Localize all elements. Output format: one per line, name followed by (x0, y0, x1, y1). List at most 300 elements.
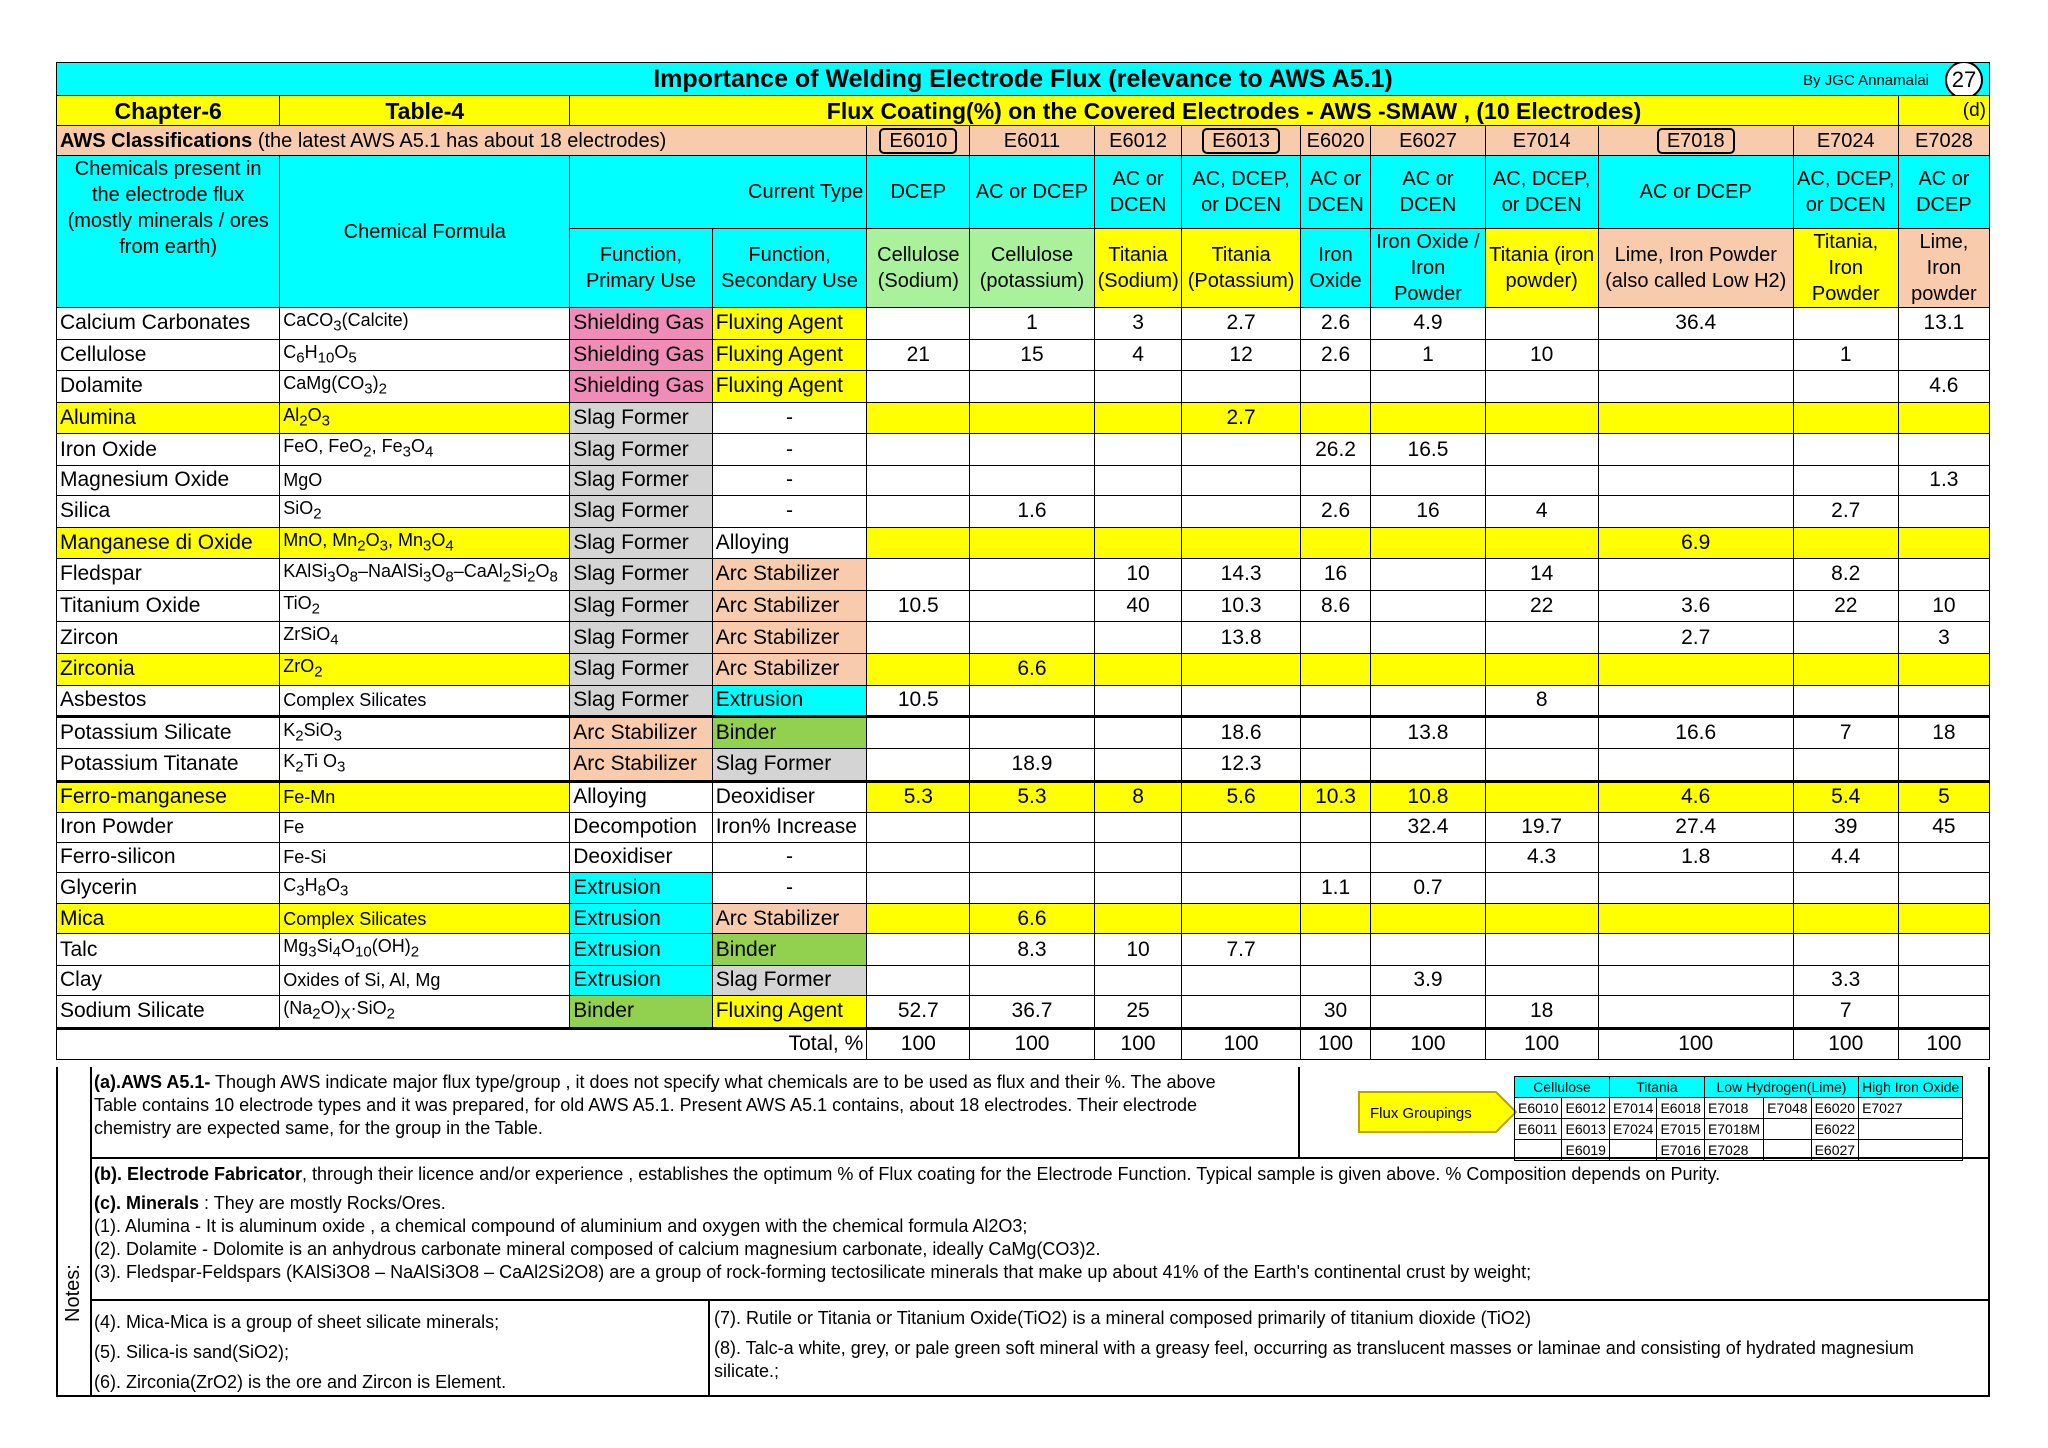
note-2: (2). Dolamite - Dolomite is an anhydrous carbonate mineral composed of calcium magnesium carbonate, ideally CaMg(CO3)2. (94, 1239, 1101, 1259)
value-cell (1371, 622, 1485, 654)
chemical-formula: ZrSiO$_4$ (280, 622, 570, 654)
value-cell (1898, 934, 1989, 966)
value-cell: 8.6 (1300, 590, 1371, 622)
value-cell (970, 371, 1094, 403)
value-cell (867, 434, 970, 466)
group-electrode: E7016 (1657, 1140, 1704, 1161)
value-cell (1485, 371, 1598, 403)
value-cell (1182, 465, 1300, 495)
value-cell (1094, 495, 1182, 527)
function-primary: Deoxidiser (570, 842, 712, 872)
value-cell: 0.7 (1371, 872, 1485, 904)
value-cell: 14 (1485, 559, 1598, 591)
electrode-code: E6011 (1003, 129, 1061, 152)
function-secondary: Slag Former (712, 965, 867, 995)
value-cell (1898, 527, 1989, 559)
chemical-formula: Complex Silicates (280, 685, 570, 716)
chapter-label: Chapter-6 (57, 96, 280, 126)
value-cell (970, 716, 1094, 749)
table-row (57, 716, 1990, 749)
chemical-name: Potassium Titanate (57, 749, 280, 782)
value-cell: 7 (1793, 995, 1898, 1028)
function-secondary: - (712, 872, 867, 904)
electrode-code-e7014 (1485, 126, 1598, 156)
flux-type-e7028: Lime, Iron powder (1898, 229, 1989, 308)
value-cell: 1.1 (1300, 872, 1371, 904)
value-cell (1793, 653, 1898, 685)
table-row (57, 842, 1990, 872)
value-cell (867, 904, 970, 934)
value-cell (1094, 716, 1182, 749)
value-cell (1485, 434, 1598, 466)
value-cell: 10.8 (1371, 781, 1485, 812)
group-electrode: E7014 (1609, 1098, 1656, 1119)
total-value: 100 (867, 1028, 970, 1059)
chemical-name: Sodium Silicate (57, 995, 280, 1028)
value-cell: 6.6 (970, 653, 1094, 685)
value-cell (1300, 812, 1371, 842)
value-cell (1371, 749, 1485, 782)
chemical-name: Dolamite (57, 371, 280, 403)
group-header: Low Hydrogen(Lime) (1704, 1077, 1858, 1098)
value-cell (1598, 339, 1793, 371)
value-cell (1371, 995, 1485, 1028)
value-cell: 4 (1094, 339, 1182, 371)
value-cell (1094, 402, 1182, 434)
value-cell: 25 (1094, 995, 1182, 1028)
value-cell (1182, 965, 1300, 995)
value-cell: 10 (1094, 934, 1182, 966)
value-cell (1300, 685, 1371, 716)
value-cell (1371, 904, 1485, 934)
value-cell: 1.8 (1598, 842, 1793, 872)
value-cell (1300, 653, 1371, 685)
chemical-name: Calcium Carbonates (57, 308, 280, 340)
value-cell (1898, 559, 1989, 591)
value-cell (1182, 653, 1300, 685)
value-cell (970, 465, 1094, 495)
value-cell: 6.9 (1598, 527, 1793, 559)
flux-type-e7018: Lime, Iron Powder (also called Low H2) (1598, 229, 1793, 308)
value-cell: 10.3 (1182, 590, 1300, 622)
value-cell (1371, 527, 1485, 559)
value-cell (1793, 434, 1898, 466)
chemical-formula: $Al_2O_3$ (280, 402, 570, 434)
value-cell: 8.2 (1793, 559, 1898, 591)
value-cell (1094, 465, 1182, 495)
group-electrode (1859, 1119, 1963, 1140)
value-cell (1371, 371, 1485, 403)
total-value: 100 (1094, 1028, 1182, 1059)
function-primary: Extrusion (570, 934, 712, 966)
value-cell: 12 (1182, 339, 1300, 371)
value-cell (970, 434, 1094, 466)
function-primary: Slag Former (570, 622, 712, 654)
value-cell (1598, 685, 1793, 716)
value-cell (1371, 465, 1485, 495)
table-row (57, 371, 1990, 403)
chemical-formula: $CaMg(CO_3)_2$ (280, 371, 570, 403)
value-cell: 3.3 (1793, 965, 1898, 995)
table-row (57, 781, 1990, 812)
total-row (57, 1028, 1990, 1059)
note-a (94, 1071, 1334, 1140)
group-electrode: E6027 (1811, 1140, 1858, 1161)
chemical-name: Mica (57, 904, 280, 934)
chemical-name: Alumina (57, 402, 280, 434)
table-row (57, 995, 1990, 1028)
electrode-code-e6010 (867, 126, 970, 156)
page-number-badge: 27 (1945, 63, 1983, 96)
value-cell (1485, 934, 1598, 966)
electrode-code: E6013 (1202, 128, 1280, 154)
value-cell (1793, 622, 1898, 654)
function-primary: Slag Former (570, 685, 712, 716)
value-cell: 13.8 (1182, 622, 1300, 654)
group-electrode: E6018 (1657, 1098, 1704, 1119)
page-title: Importance of Welding Electrode Flux (relevance to AWS A5.1) (653, 65, 1393, 93)
value-cell (1598, 995, 1793, 1028)
chemical-formula: Fe-Mn (280, 781, 570, 812)
value-cell (970, 622, 1094, 654)
function-secondary-header: Function, Secondary Use (712, 229, 867, 308)
value-cell (1485, 465, 1598, 495)
function-secondary: Fluxing Agent (712, 371, 867, 403)
value-cell (1898, 653, 1989, 685)
group-electrode: E7048 (1764, 1098, 1811, 1119)
value-cell: 10.5 (867, 685, 970, 716)
value-cell: 5.3 (867, 781, 970, 812)
group-electrode: E6019 (1562, 1140, 1609, 1161)
value-cell: 13.1 (1898, 308, 1989, 340)
value-cell: 8.3 (970, 934, 1094, 966)
function-primary: Shielding Gas (570, 339, 712, 371)
value-cell (1094, 904, 1182, 934)
chemical-formula: Complex Silicates (280, 904, 570, 934)
function-primary: Slag Former (570, 653, 712, 685)
value-cell (1300, 934, 1371, 966)
divider (1298, 1067, 1300, 1157)
divider (92, 1299, 1990, 1301)
total-value: 100 (1598, 1028, 1793, 1059)
electrode-code-e6011 (970, 126, 1094, 156)
electrode-code: E6012 (1109, 129, 1167, 152)
function-primary: Extrusion (570, 904, 712, 934)
function-primary: Slag Former (570, 402, 712, 434)
value-cell (1598, 495, 1793, 527)
chemical-formula: ZrO$_2$ (280, 653, 570, 685)
value-cell: 26.2 (1300, 434, 1371, 466)
value-cell: 10 (1094, 559, 1182, 591)
notes-section (56, 1067, 1990, 1397)
chemical-formula: CaCO$_3$(Calcite) (280, 308, 570, 340)
value-cell (1793, 402, 1898, 434)
table-row (57, 559, 1990, 591)
current-type-e6011: AC or DCEP (970, 156, 1094, 229)
table-row (57, 622, 1990, 654)
value-cell (1300, 716, 1371, 749)
value-cell (1182, 495, 1300, 527)
chemical-name: Talc (57, 934, 280, 966)
value-cell (867, 402, 970, 434)
function-primary: Slag Former (570, 559, 712, 591)
aws-label-rest: (the latest AWS A5.1 has about 18 electrodes) (252, 129, 667, 152)
value-cell (867, 934, 970, 966)
value-cell: 52.7 (867, 995, 970, 1028)
value-cell: 32.4 (1371, 812, 1485, 842)
value-cell (867, 749, 970, 782)
flux-type-e6011: Cellulose (potassium) (970, 229, 1094, 308)
value-cell (970, 965, 1094, 995)
function-secondary: Arc Stabilizer (712, 904, 867, 934)
value-cell (1094, 685, 1182, 716)
value-cell (1371, 685, 1485, 716)
table-subtitle: Flux Coating(%) on the Covered Electrodes - AWS -SMAW , (10 Electrodes) (570, 96, 1899, 126)
function-primary: Extrusion (570, 872, 712, 904)
value-cell (1793, 934, 1898, 966)
electrode-code-e6020 (1300, 126, 1371, 156)
value-cell: 2.7 (1182, 402, 1300, 434)
value-cell (1485, 749, 1598, 782)
value-cell (1094, 527, 1182, 559)
flux-groupings-label: Flux Groupings (1370, 1105, 1472, 1122)
value-cell (970, 590, 1094, 622)
value-cell (1300, 842, 1371, 872)
table-row (57, 590, 1990, 622)
value-cell (970, 685, 1094, 716)
value-cell: 15 (970, 339, 1094, 371)
value-cell (970, 872, 1094, 904)
note-c-text: : They are mostly Rocks/Ores. (199, 1193, 446, 1213)
value-cell (1371, 590, 1485, 622)
note-c-bold: (c). Minerals (94, 1193, 200, 1213)
value-cell: 4.3 (1485, 842, 1598, 872)
chemical-name: Ferro-manganese (57, 781, 280, 812)
chemical-formula: Fe (280, 812, 570, 842)
group-header: High Iron Oxide (1859, 1077, 1963, 1098)
table-row (57, 434, 1990, 466)
chemical-formula: $K_2Ti$ $O_3$ (280, 749, 570, 782)
aws-classification-row (57, 126, 1990, 156)
page-title-cell (57, 63, 1990, 96)
note-c (94, 1192, 1984, 1284)
note-a-line2: Table contains 10 electrode types and it was prepared, for old AWS A5.1. Present AWS A5.1 contains, about 18 electrodes. Their electrode (94, 1095, 1197, 1115)
chemical-name: Silica (57, 495, 280, 527)
value-cell (1598, 934, 1793, 966)
function-secondary: - (712, 434, 867, 466)
value-cell: 45 (1898, 812, 1989, 842)
group-electrode (1764, 1119, 1811, 1140)
value-cell: 2.6 (1300, 308, 1371, 340)
chemical-formula: Fe-Si (280, 842, 570, 872)
formula-header: Chemical Formula (280, 156, 570, 308)
function-secondary: Fluxing Agent (712, 308, 867, 340)
total-value: 100 (1898, 1028, 1989, 1059)
value-cell (1182, 842, 1300, 872)
note-b (94, 1163, 1984, 1186)
chemical-formula: $C_3H_8O_3$ (280, 872, 570, 904)
value-cell: 21 (867, 339, 970, 371)
value-cell (1485, 527, 1598, 559)
value-cell (1300, 904, 1371, 934)
chemical-name: Potassium Silicate (57, 716, 280, 749)
flux-type-e7024: Titania, Iron Powder (1793, 229, 1898, 308)
electrode-code-e6013 (1182, 126, 1300, 156)
function-secondary: Extrusion (712, 685, 867, 716)
value-cell: 12.3 (1182, 749, 1300, 782)
flux-type-e7014: Titania (iron powder) (1485, 229, 1598, 308)
value-cell (1898, 872, 1989, 904)
chemical-name: Iron Powder (57, 812, 280, 842)
value-cell (970, 402, 1094, 434)
value-cell: 2.6 (1300, 495, 1371, 527)
total-value: 100 (1300, 1028, 1371, 1059)
value-cell: 1 (1793, 339, 1898, 371)
value-cell: 39 (1793, 812, 1898, 842)
value-cell (1485, 904, 1598, 934)
note-b-text: , through their licence and/or experience , establishes the optimum % of Flux coating for the Electrode Function. Typical sample is given above. % Composition depends on Purity. (302, 1164, 1721, 1184)
chemical-name: Zirconia (57, 653, 280, 685)
value-cell (1094, 749, 1182, 782)
electrode-code-e6027 (1371, 126, 1485, 156)
value-cell (1793, 904, 1898, 934)
table-row (57, 339, 1990, 371)
value-cell (1371, 653, 1485, 685)
value-cell (1898, 965, 1989, 995)
value-cell (1598, 965, 1793, 995)
chemical-formula: $KAlSi_3O_8-NaAlSi_3O_8-CaAl_2Si_2O_8$ (280, 559, 570, 591)
value-cell (1898, 495, 1989, 527)
note-5: (5). Silica-is sand(SiO2); (94, 1342, 290, 1362)
group-electrode: E6010 (1515, 1098, 1562, 1119)
value-cell (867, 559, 970, 591)
aws-classification-label (57, 126, 867, 156)
flux-groupings-table (1514, 1076, 1963, 1161)
value-cell (1598, 904, 1793, 934)
group-header: Titania (1609, 1077, 1704, 1098)
value-cell: 2.7 (1598, 622, 1793, 654)
function-secondary: - (712, 842, 867, 872)
function-secondary: Arc Stabilizer (712, 590, 867, 622)
aws-label-bold: AWS Classifications (60, 129, 253, 152)
group-header: Cellulose (1515, 1077, 1610, 1098)
value-cell (1182, 371, 1300, 403)
function-primary: Slag Former (570, 495, 712, 527)
table-row (57, 653, 1990, 685)
electrode-code-e6012 (1094, 126, 1182, 156)
total-value: 100 (1793, 1028, 1898, 1059)
value-cell: 5.4 (1793, 781, 1898, 812)
value-cell (1182, 434, 1300, 466)
chemical-formula: TiO$_2$ (280, 590, 570, 622)
total-value: 100 (970, 1028, 1094, 1059)
table-row (57, 308, 1990, 340)
function-secondary: Iron% Increase (712, 812, 867, 842)
notes-vertical-label (58, 1067, 92, 1395)
value-cell (1485, 622, 1598, 654)
note-8-line2: silicate.; (714, 1361, 780, 1381)
function-primary: Alloying (570, 781, 712, 812)
flux-coating-table (56, 62, 1990, 1060)
value-cell (1371, 402, 1485, 434)
value-cell: 10 (1898, 590, 1989, 622)
value-cell (1485, 308, 1598, 340)
table-row (57, 465, 1990, 495)
value-cell: 40 (1094, 590, 1182, 622)
value-cell: 10.3 (1300, 781, 1371, 812)
value-cell (1094, 434, 1182, 466)
value-cell (1598, 653, 1793, 685)
table-row (57, 527, 1990, 559)
value-cell (1898, 402, 1989, 434)
value-cell (1094, 371, 1182, 403)
value-cell (867, 716, 970, 749)
flux-groupings-arrow (1358, 1090, 1518, 1134)
value-cell: 1 (970, 308, 1094, 340)
value-cell (970, 559, 1094, 591)
chemical-formula: $C_6H_{10}O_5$ (280, 339, 570, 371)
value-cell: 16.5 (1371, 434, 1485, 466)
function-primary: Slag Former (570, 434, 712, 466)
function-secondary: Arc Stabilizer (712, 622, 867, 654)
function-primary: Slag Former (570, 590, 712, 622)
current-type-e7024: AC, DCEP, or DCEN (1793, 156, 1898, 229)
function-secondary: Alloying (712, 527, 867, 559)
value-cell: 1 (1371, 339, 1485, 371)
value-cell: 18.9 (970, 749, 1094, 782)
total-label: Total, % (57, 1028, 867, 1059)
table-label: Table-4 (280, 96, 570, 126)
value-cell (1485, 965, 1598, 995)
value-cell (1182, 872, 1300, 904)
value-cell (1094, 872, 1182, 904)
value-cell: 10.5 (867, 590, 970, 622)
notes-label-text: Notes: (62, 1264, 84, 1322)
value-cell: 22 (1793, 590, 1898, 622)
table-row (57, 872, 1990, 904)
electrode-code: E7018 (1657, 128, 1735, 154)
note-a-line3: chemistry are expected same, for the group in the Table. (94, 1118, 543, 1138)
chemical-name: Iron Oxide (57, 434, 280, 466)
value-cell: 5.6 (1182, 781, 1300, 812)
function-secondary: Fluxing Agent (712, 995, 867, 1028)
value-cell: 1.6 (970, 495, 1094, 527)
flux-type-e6010: Cellulose (Sodium) (867, 229, 970, 308)
electrode-code-e7024 (1793, 126, 1898, 156)
value-cell (867, 622, 970, 654)
value-cell (867, 872, 970, 904)
value-cell (1094, 965, 1182, 995)
chemical-name: Cellulose (57, 339, 280, 371)
value-cell: 16.6 (1598, 716, 1793, 749)
value-cell: 4 (1485, 495, 1598, 527)
value-cell (1485, 653, 1598, 685)
value-cell: 13.8 (1371, 716, 1485, 749)
chemical-formula: Oxides of Si, Al, Mg (280, 965, 570, 995)
value-cell (1793, 685, 1898, 716)
value-cell (1793, 872, 1898, 904)
note-b-bold: (b). Electrode Fabricator (94, 1164, 303, 1184)
value-cell: 16 (1371, 495, 1485, 527)
current-type-row (57, 156, 1990, 229)
value-cell (867, 653, 970, 685)
table-row (57, 402, 1990, 434)
value-cell (1300, 965, 1371, 995)
groups-header-row (1515, 1077, 1963, 1098)
current-type-e6027: AC or DCEN (1371, 156, 1485, 229)
note-a-text: Though AWS indicate major flux type/group , it does not specify what chemicals are to be used as flux and their %. The above (210, 1072, 1216, 1092)
note-6: (6). Zirconia(ZrO2) is the ore and Zircon is Element. (94, 1372, 507, 1392)
